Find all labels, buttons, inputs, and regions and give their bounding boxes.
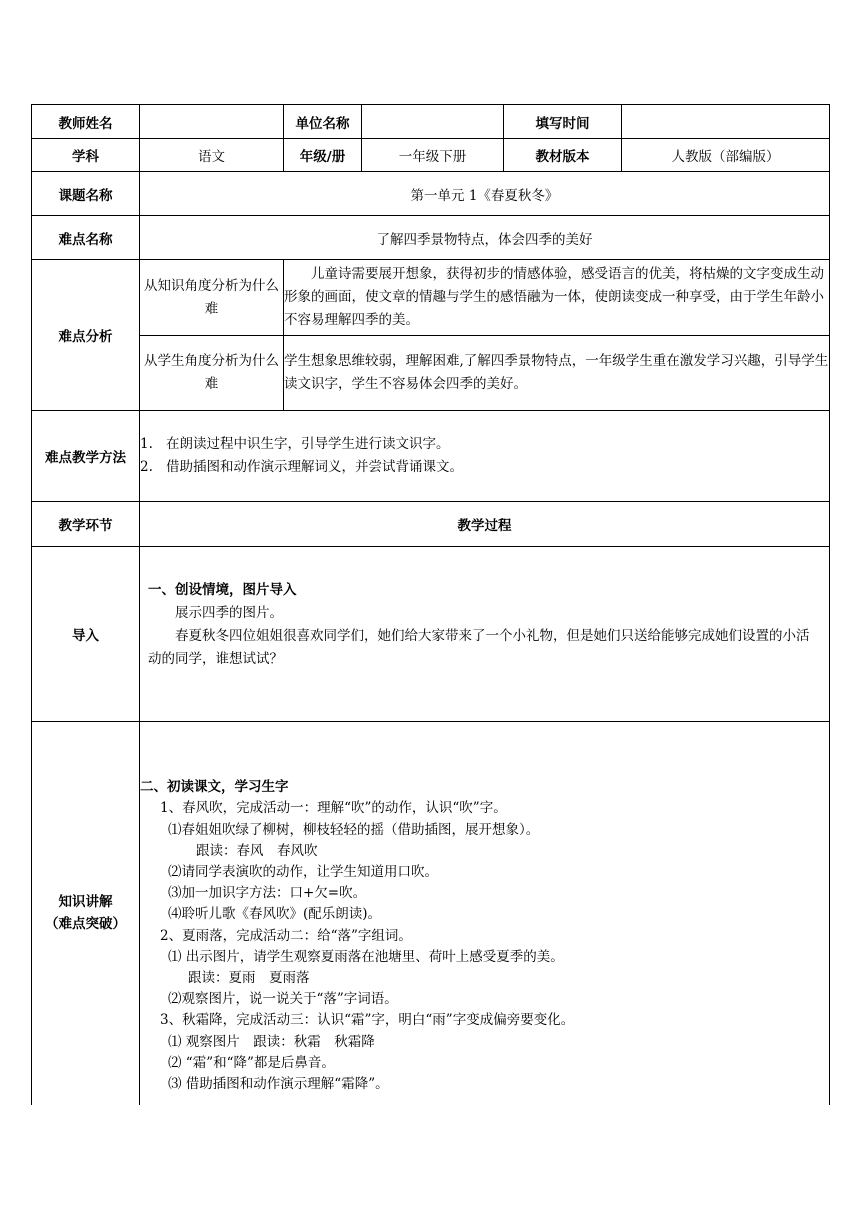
teacher-name-label: 教师姓名 xyxy=(32,105,140,139)
knowledge-label-line1: 知识讲解 xyxy=(58,894,113,911)
lesson-plan-table xyxy=(31,104,830,1105)
student-angle-text: 学生想象思维较弱，理解困难,了解四季景物特点，一年级学生重在激发学习兴趣，引导学生读文识字，学生不容易体会四季的美好。 xyxy=(284,353,829,392)
knowledge-line: 2、夏雨落，完成活动二：给“落”字组词。 xyxy=(160,927,412,944)
knowledge-angle-label: 从知识角度分析为什么难 xyxy=(140,260,284,336)
intro-label: 导入 xyxy=(32,547,140,722)
knowledge-line: ⑴ 出示图片，请学生观察夏雨落在池塘里、荷叶上感受夏季的美。 xyxy=(168,948,564,965)
process-header-row xyxy=(32,502,830,547)
student-angle-label: 从学生角度分析为什么难 xyxy=(140,336,284,411)
header-row-2 xyxy=(32,139,830,172)
fill-time-label: 填写时间 xyxy=(504,105,622,139)
knowledge-line: 1、春风吹，完成活动一：理解“吹”的动作，认识“吹”字。 xyxy=(160,800,507,817)
intro-line: 春夏秋冬四位姐姐很喜欢同学们，她们给大家带来了一个小礼物，但是她们只送给能够完成她们设置的小活动的同学，谁想试试？ xyxy=(148,628,810,667)
knowledge-line: ⑷聆听儿歌《春风吹》(配乐朗读)。 xyxy=(168,906,382,923)
textbook-value: 人教版（部编版） xyxy=(622,139,830,172)
fill-time-value xyxy=(622,105,830,139)
teacher-name-value xyxy=(140,105,284,139)
knowledge-angle-text: 儿童诗需要展开想象，获得初步的情感体验，感受语言的优美，将枯燥的文字变成生动形象的画面，使文章的情趣与学生的感悟融为一体，使朗读变成一种享受，由于学生年龄小不容易理解四季的美。 xyxy=(284,266,824,328)
header-row-1 xyxy=(32,105,830,139)
grade-value: 一年级下册 xyxy=(362,139,504,172)
knowledge-line: ⑵ “霜”和“降”都是后鼻音。 xyxy=(168,1054,335,1071)
student-angle-cell xyxy=(284,336,830,411)
intro-cell xyxy=(140,547,830,722)
method-text: 在朗读过程中识生字，引导学生进行读文识字。 xyxy=(166,436,450,452)
difficulty-row xyxy=(32,216,830,260)
knowledge-cell xyxy=(140,722,830,1105)
knowledge-line: ⑶ 借助插图和动作演示理解“霜降”。 xyxy=(168,1076,389,1093)
intro-row xyxy=(32,547,830,722)
topic-row xyxy=(32,172,830,216)
intro-line: 展示四季的图片。 xyxy=(175,605,283,621)
method-num: 2. xyxy=(140,459,153,475)
knowledge-angle-cell xyxy=(284,260,830,336)
grade-label: 年级/册 xyxy=(284,139,362,172)
methods-label: 难点教学方法 xyxy=(32,411,140,502)
knowledge-line: ⑴ 观察图片 跟读：秋霜 秋霜降 xyxy=(168,1033,375,1050)
knowledge-line: ⑶加一加识字方法：口+欠=吹。 xyxy=(168,885,367,902)
subject-label: 学科 xyxy=(32,139,140,172)
knowledge-label-line2: （难点突破） xyxy=(45,916,126,933)
knowledge-row xyxy=(32,722,830,1105)
textbook-label: 教材版本 xyxy=(504,139,622,172)
analysis-label: 难点分析 xyxy=(32,260,140,411)
process-label: 教学过程 xyxy=(140,502,830,547)
analysis-row-knowledge xyxy=(32,260,830,336)
knowledge-line: 3、秋霜降，完成活动三：认识“霜”字，明白“雨”字变成偏旁要变化。 xyxy=(160,1012,575,1029)
difficulty-value: 了解四季景物特点，体会四季的美好 xyxy=(140,216,830,260)
topic-label: 课题名称 xyxy=(32,172,140,216)
knowledge-label-cell xyxy=(32,722,140,1105)
method-num: 1. xyxy=(140,436,153,452)
subject-value: 语文 xyxy=(140,139,284,172)
knowledge-line: ⑴春姐姐吹绿了柳树，柳枝轻轻的摇（借助插图，展开想象）。 xyxy=(168,821,540,838)
knowledge-line: 跟读：春风 春风吹 xyxy=(196,842,318,859)
stage-label: 教学环节 xyxy=(32,502,140,547)
intro-heading: 一、创设情境，图片导入 xyxy=(148,582,297,598)
difficulty-label: 难点名称 xyxy=(32,216,140,260)
topic-value: 第一单元 1《春夏秋冬》 xyxy=(140,172,830,216)
unit-name-value xyxy=(362,105,504,139)
knowledge-heading: 二、初读课文，学习生字 xyxy=(140,779,289,796)
analysis-row-student xyxy=(32,336,830,411)
knowledge-line: ⑵请同学表演吹的动作，让学生知道用口吹。 xyxy=(168,864,438,881)
knowledge-line: ⑵观察图片，说一说关于“落”字词语。 xyxy=(168,991,398,1008)
method-item xyxy=(140,433,829,456)
method-text: 借助插图和动作演示理解词义，并尝试背诵课文。 xyxy=(166,459,463,475)
unit-name-label: 单位名称 xyxy=(284,105,362,139)
knowledge-line: 跟读：夏雨 夏雨落 xyxy=(188,970,310,987)
methods-row xyxy=(32,411,830,502)
method-item xyxy=(140,456,829,479)
methods-cell xyxy=(140,411,830,502)
